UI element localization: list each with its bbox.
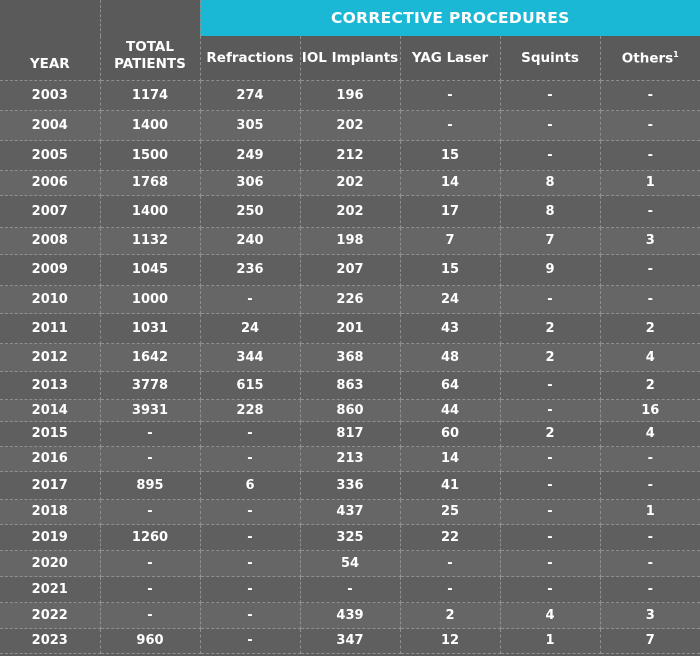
table-row (0, 171, 700, 196)
table-row (0, 472, 700, 500)
cell-refractions: 249 (200, 141, 300, 171)
cell-iol: 198 (300, 228, 400, 255)
cell-squints: - (500, 551, 600, 577)
cell-squints: 8 (500, 196, 600, 228)
table-body (0, 81, 700, 654)
cell-iol: 368 (300, 344, 400, 372)
cell-squints: - (500, 472, 600, 500)
cell-others: 7 (600, 629, 700, 654)
cell-year: 2021 (0, 577, 100, 603)
cell-iol: 437 (300, 500, 400, 525)
column-header-refractions: Refractions (200, 36, 300, 81)
cell-refractions: 274 (200, 81, 300, 111)
cell-year: 2006 (0, 171, 100, 196)
cell-total: 1400 (100, 111, 200, 141)
cell-year: 2017 (0, 472, 100, 500)
cell-squints: 2 (500, 344, 600, 372)
cell-others: - (600, 141, 700, 171)
cell-refractions: 228 (200, 400, 300, 422)
cell-total: 1260 (100, 525, 200, 551)
cell-refractions: - (200, 525, 300, 551)
cell-squints: 2 (500, 422, 600, 447)
cell-refractions: 305 (200, 111, 300, 141)
cell-refractions: 240 (200, 228, 300, 255)
cell-refractions: 615 (200, 372, 300, 400)
header-blank-total (100, 0, 200, 36)
cell-yag: - (400, 81, 500, 111)
cell-yag: - (400, 551, 500, 577)
cell-yag: 2 (400, 603, 500, 629)
cell-squints: 8 (500, 171, 600, 196)
cell-total: 3931 (100, 400, 200, 422)
cell-refractions: - (200, 629, 300, 654)
cell-squints: 1 (500, 629, 600, 654)
cell-iol: 201 (300, 314, 400, 344)
cell-squints: - (500, 286, 600, 314)
cell-year: 2013 (0, 372, 100, 400)
cell-year: 2008 (0, 228, 100, 255)
cell-yag: 15 (400, 141, 500, 171)
cell-iol: 202 (300, 111, 400, 141)
table-row (0, 603, 700, 629)
table-row (0, 500, 700, 525)
cell-iol: 439 (300, 603, 400, 629)
cell-year: 2007 (0, 196, 100, 228)
cell-iol: 196 (300, 81, 400, 111)
cell-iol: 347 (300, 629, 400, 654)
cell-yag: 48 (400, 344, 500, 372)
cell-squints: 2 (500, 314, 600, 344)
cell-squints: - (500, 372, 600, 400)
table-row (0, 196, 700, 228)
cell-iol: 860 (300, 400, 400, 422)
cell-yag: - (400, 111, 500, 141)
cell-refractions: 344 (200, 344, 300, 372)
cell-total: - (100, 500, 200, 525)
table-row (0, 141, 700, 171)
others-label: Others (621, 50, 674, 67)
cell-squints: - (500, 111, 600, 141)
cell-yag: - (400, 577, 500, 603)
cell-refractions: - (200, 500, 300, 525)
cell-others: 1 (600, 500, 700, 525)
cell-yag: 41 (400, 472, 500, 500)
cell-yag: 17 (400, 196, 500, 228)
cell-yag: 25 (400, 500, 500, 525)
cell-refractions: 236 (200, 255, 300, 286)
cell-total: - (100, 577, 200, 603)
table-row (0, 400, 700, 422)
cell-total: - (100, 422, 200, 447)
cell-others: 2 (600, 314, 700, 344)
cell-total: 1000 (100, 286, 200, 314)
cell-others: 3 (600, 228, 700, 255)
table-row (0, 577, 700, 603)
cell-year: 2012 (0, 344, 100, 372)
cell-squints: - (500, 81, 600, 111)
cell-total: 1132 (100, 228, 200, 255)
cell-iol: 336 (300, 472, 400, 500)
total-header-line1: TOTAL (126, 39, 174, 55)
column-header-others (600, 36, 700, 81)
table-row (0, 372, 700, 400)
cell-total: 1031 (100, 314, 200, 344)
column-header-yag-laser: YAG Laser (400, 36, 500, 81)
group-header-corrective-procedures: CORRECTIVE PROCEDURES (200, 0, 700, 36)
cell-others: - (600, 286, 700, 314)
table-row (0, 81, 700, 111)
cell-iol: 207 (300, 255, 400, 286)
cell-iol: 202 (300, 171, 400, 196)
cell-others: 3 (600, 603, 700, 629)
cell-year: 2003 (0, 81, 100, 111)
cell-yag: 7 (400, 228, 500, 255)
cell-total: - (100, 603, 200, 629)
cell-iol: 213 (300, 447, 400, 472)
cell-year: 2009 (0, 255, 100, 286)
cell-others: - (600, 255, 700, 286)
cell-iol: 226 (300, 286, 400, 314)
table-row (0, 447, 700, 472)
cell-others: - (600, 577, 700, 603)
cell-total: - (100, 447, 200, 472)
cell-yag: 44 (400, 400, 500, 422)
cell-refractions: - (200, 286, 300, 314)
cell-year: 2010 (0, 286, 100, 314)
cell-year: 2005 (0, 141, 100, 171)
table-row (0, 314, 700, 344)
cell-refractions: 250 (200, 196, 300, 228)
cell-iol: - (300, 577, 400, 603)
cell-year: 2011 (0, 314, 100, 344)
cell-total: 3778 (100, 372, 200, 400)
cell-iol: 54 (300, 551, 400, 577)
cell-yag: 12 (400, 629, 500, 654)
column-header-squints: Squints (500, 36, 600, 81)
cell-total: 895 (100, 472, 200, 500)
total-header-line2: PATIENTS (114, 56, 186, 72)
cell-yag: 43 (400, 314, 500, 344)
cell-iol: 212 (300, 141, 400, 171)
cell-year: 2004 (0, 111, 100, 141)
cell-iol: 863 (300, 372, 400, 400)
cell-others: 4 (600, 422, 700, 447)
cell-squints: 9 (500, 255, 600, 286)
cell-yag: 22 (400, 525, 500, 551)
cell-others: - (600, 525, 700, 551)
cell-squints: - (500, 447, 600, 472)
cell-yag: 60 (400, 422, 500, 447)
table-row (0, 111, 700, 141)
table-row (0, 228, 700, 255)
cell-others: 2 (600, 372, 700, 400)
cell-total: 1174 (100, 81, 200, 111)
cell-yag: 64 (400, 372, 500, 400)
column-header-total-patients (100, 36, 200, 81)
others-footnote-marker: 1 (673, 49, 679, 59)
cell-year: 2018 (0, 500, 100, 525)
cell-total: 1500 (100, 141, 200, 171)
cell-others: 16 (600, 400, 700, 422)
cell-year: 2014 (0, 400, 100, 422)
cell-year: 2016 (0, 447, 100, 472)
table-row (0, 286, 700, 314)
cell-iol: 817 (300, 422, 400, 447)
cell-others: 1 (600, 171, 700, 196)
cell-year: 2022 (0, 603, 100, 629)
table-row (0, 344, 700, 372)
cell-year: 2019 (0, 525, 100, 551)
column-header-year: YEAR (0, 36, 100, 81)
cell-iol: 325 (300, 525, 400, 551)
cell-others: - (600, 472, 700, 500)
cell-others: - (600, 81, 700, 111)
cell-year: 2023 (0, 629, 100, 654)
cell-refractions: - (200, 603, 300, 629)
cell-squints: - (500, 500, 600, 525)
cell-total: 1768 (100, 171, 200, 196)
cell-yag: 14 (400, 171, 500, 196)
cell-refractions: 6 (200, 472, 300, 500)
cell-iol: 202 (300, 196, 400, 228)
table-row (0, 525, 700, 551)
cell-yag: 24 (400, 286, 500, 314)
cell-others: - (600, 551, 700, 577)
table-row (0, 422, 700, 447)
cell-refractions: - (200, 551, 300, 577)
cell-others: 4 (600, 344, 700, 372)
cell-refractions: 306 (200, 171, 300, 196)
cell-others: - (600, 111, 700, 141)
cell-total: 1045 (100, 255, 200, 286)
header-blank-year (0, 0, 100, 36)
cell-squints: - (500, 577, 600, 603)
cell-total: 1400 (100, 196, 200, 228)
cell-refractions: - (200, 422, 300, 447)
column-header-iol-implants: IOL Implants (300, 36, 400, 81)
cell-others: - (600, 447, 700, 472)
cell-squints: 4 (500, 603, 600, 629)
table-row (0, 551, 700, 577)
cell-squints: - (500, 141, 600, 171)
cell-squints: - (500, 525, 600, 551)
cell-total: 960 (100, 629, 200, 654)
cell-total: - (100, 551, 200, 577)
cell-yag: 15 (400, 255, 500, 286)
cell-refractions: - (200, 577, 300, 603)
table-row (0, 255, 700, 286)
cell-squints: - (500, 400, 600, 422)
cell-others: - (600, 196, 700, 228)
cell-total: 1642 (100, 344, 200, 372)
cell-refractions: 24 (200, 314, 300, 344)
cell-year: 2020 (0, 551, 100, 577)
cell-year: 2015 (0, 422, 100, 447)
table-row (0, 629, 700, 654)
cell-yag: 14 (400, 447, 500, 472)
cell-squints: 7 (500, 228, 600, 255)
cell-refractions: - (200, 447, 300, 472)
